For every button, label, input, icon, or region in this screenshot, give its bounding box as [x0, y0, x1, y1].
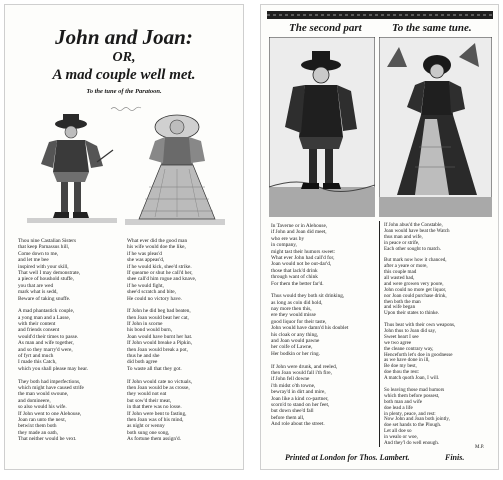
- ballad-title: John and Joan:: [55, 25, 193, 49]
- verse-line: then both the man: [384, 298, 421, 305]
- verse-line: and wife began: [384, 304, 416, 311]
- verse-line: Joan would not be out-dar'd,: [271, 261, 332, 268]
- verse-line: If John were drunk, and reeled,: [271, 363, 338, 370]
- verse-line: if John fell downe: [271, 376, 310, 383]
- ballad-title-or: OR,: [112, 50, 136, 65]
- part-heading: The second part: [289, 22, 362, 34]
- verse-line: He could no victory have.: [127, 295, 182, 302]
- verse-line: Sweet heart I see: [384, 333, 419, 340]
- verse-line: Thou nine Castalian Sisters: [18, 238, 77, 244]
- verse-line: if he was pleas'd: [127, 250, 162, 257]
- verse-line: and domineere,: [18, 397, 51, 404]
- left-stanza-column-2: [127, 238, 196, 443]
- verse-line: both sung one song,: [127, 429, 170, 436]
- verse-line: then Joan would beat her cat,: [127, 314, 189, 321]
- verse-line: If John abus'd the Constable,: [384, 222, 443, 228]
- right-stanza-column-1: [271, 223, 348, 428]
- woodcut-lady-illustration: [379, 37, 492, 217]
- verse-line: we two agree: [384, 339, 412, 346]
- tune-line: To the tune of the Paratoon.: [86, 88, 162, 95]
- verse-line: John would have damn'd his doublet: [271, 325, 349, 332]
- verse-line: Each other sought to match.: [384, 245, 442, 252]
- ballad-subtitle: A mad couple well met.: [52, 67, 196, 83]
- verse-line: If John he did beg bad beaten,: [127, 308, 191, 315]
- verse-line: If John in scorne: [127, 321, 163, 328]
- verse-line: which you shall please may hear.: [18, 365, 89, 372]
- verse-line: a piece of houshold stuffe,: [18, 276, 74, 283]
- verse-line: As man and wife together,: [18, 340, 74, 347]
- verse-line: Be doe my best,: [384, 363, 417, 370]
- right-stanza-column-2: [384, 223, 455, 447]
- verse-line: then Joan was of his mind,: [127, 416, 184, 423]
- verse-line: And role about the street.: [271, 421, 325, 428]
- verse-line: those that lack'd drink: [271, 267, 318, 274]
- verse-line: bewray'd in dirt and mire,: [271, 389, 326, 396]
- verse-line: John could no more get liquor,: [384, 286, 447, 293]
- verse-line: If John were bent to fasting,: [127, 410, 187, 417]
- verse-line: So leaving those mad humors: [384, 386, 445, 393]
- verse-line: the man would swoune,: [18, 391, 69, 398]
- verse-line: her coife of Lawne,: [271, 344, 313, 351]
- verse-line: Let all doe so: [384, 428, 412, 435]
- verse-line: I made this Catch,: [18, 359, 57, 366]
- right-broadside-page: [260, 4, 499, 470]
- verse-line: in company,: [271, 242, 297, 249]
- verse-line: through want of chink: [271, 274, 318, 281]
- verse-line: thus he and she: [127, 353, 160, 360]
- verse-line: and so they marry'd were,: [18, 346, 73, 353]
- verse-line: the cleane contrary way,: [384, 345, 434, 352]
- verse-line: and let me bee: [18, 257, 49, 264]
- verse-line: as we have done in ill,: [384, 357, 430, 364]
- printer-initials: M.P.: [475, 445, 485, 450]
- verse-line: but sow'd their meat,: [127, 397, 172, 404]
- verse-line: What ever did the good man: [127, 238, 188, 244]
- verse-line: In Taverne or in Alehouse,: [271, 223, 328, 229]
- verse-line: they made an oath,: [18, 429, 59, 436]
- verse-line: if John and Joan did meet,: [271, 229, 327, 236]
- verse-line: Joan would have burnt her hat.: [127, 333, 193, 340]
- verse-line: Beware of taking snuffe.: [18, 295, 71, 302]
- verse-line: after a yeare or more,: [384, 263, 428, 270]
- verse-line: if he would kick, shee'd strike.: [127, 263, 192, 270]
- verse-line: That neither would be vext.: [18, 436, 77, 443]
- verse-line: Thus would they both sit drinking,: [271, 293, 345, 300]
- verse-line: his bond would burn,: [127, 327, 173, 334]
- verse-line: John thus to Joan did say,: [384, 328, 437, 335]
- verse-line: They both had imperfections,: [18, 378, 81, 385]
- verse-line: in plenty, peace, and rest:: [384, 410, 436, 417]
- verse-line: which might have caused strife: [18, 384, 84, 391]
- verse-line: As fortune them assign'd.: [127, 436, 181, 443]
- verse-line: both man and wife: [384, 398, 423, 405]
- verse-line: scorn'd to stand on her feet,: [271, 401, 330, 408]
- verse-line: his cloak or any thing,: [271, 331, 319, 338]
- verse-line: in wealo or woe,: [384, 434, 418, 441]
- verse-line: before them all,: [271, 414, 305, 421]
- verse-line: you that are wed: [18, 282, 54, 289]
- verse-line: doe set hands to the Plough.: [384, 422, 442, 429]
- verse-line: Joan like a kind co-partner,: [271, 395, 329, 402]
- verse-line: shee'd scratch and bite,: [127, 289, 176, 296]
- woodcut-woman-illustration: [125, 107, 225, 227]
- column-divider: [379, 221, 380, 447]
- verse-line: If quearne or shut he call'd her,: [127, 269, 193, 276]
- verse-line: they would not eat: [127, 391, 167, 398]
- verse-line: What ever John had call'd for,: [271, 254, 335, 261]
- verse-line: But mark now how it chanced,: [384, 257, 447, 264]
- decorative-border-ornament: [267, 11, 493, 19]
- verse-line: shee call'd him rogue and knave,: [127, 276, 197, 283]
- verse-line: If John would breake a Pipkin,: [127, 340, 193, 347]
- verse-line: good liquor for their taste,: [271, 318, 327, 325]
- verse-line: in peace or strife,: [384, 239, 420, 246]
- verse-line: would'd their times to passe.: [18, 333, 79, 340]
- verse-line: Now John and Joan both jointly,: [384, 416, 450, 423]
- woodcut-gentleman-illustration: [269, 37, 375, 217]
- verse-line: of fyrt and much: [18, 353, 54, 360]
- verse-line: And they'l do well enough.: [384, 439, 440, 446]
- verse-line: so also would his wife.: [18, 404, 67, 411]
- verse-line: might tast their humors sweet:: [271, 248, 336, 255]
- verse-line: mark what is sedd,: [18, 289, 58, 296]
- verse-line: and friends consent: [18, 327, 60, 334]
- verse-line: thus man and wife,: [384, 233, 423, 240]
- verse-line: in that there was no losse.: [127, 404, 182, 411]
- verse-line: inspired with your skill,: [18, 263, 69, 270]
- verse-line: doe lead a life: [384, 404, 413, 411]
- verse-line: To waste all that they got.: [127, 365, 182, 372]
- verse-line: then Joan would fall i'th fire,: [271, 369, 332, 376]
- verse-line: betwixt them both: [18, 423, 57, 430]
- handwritten-note: [110, 98, 150, 104]
- verse-line: For them the better far'd.: [271, 280, 324, 287]
- verse-line: A mad phantastick couple,: [18, 308, 75, 315]
- verse-line: a yong man and a Lasse,: [18, 314, 71, 321]
- verse-line: which them before possest,: [384, 392, 440, 399]
- verse-line: did both agree: [127, 359, 158, 366]
- verse-line: and were growen very poore,: [384, 280, 444, 287]
- verse-line: nor Joan could purchase drink,: [384, 292, 447, 299]
- verse-line: doe thou the rest:: [384, 369, 420, 376]
- verse-line: as long as coin did hold,: [271, 299, 323, 306]
- verse-line: then Joan would be as crosse,: [127, 384, 190, 391]
- verse-line: this couple mad: [384, 269, 417, 276]
- verse-line: ere they would misse: [271, 312, 316, 319]
- verse-line: That well I may demonstrate,: [18, 269, 81, 276]
- verse-line: Upon their states to thinke.: [384, 310, 440, 317]
- verse-line: but down shee'd fall: [271, 408, 314, 415]
- verse-line: Thus beat with their own weapons,: [384, 322, 456, 329]
- verse-line: with their content: [18, 321, 56, 328]
- verse-line: all wasted had,: [384, 275, 415, 282]
- left-broadside-page: [4, 4, 244, 470]
- verse-line: A match quoth Joan, I will.: [384, 375, 440, 382]
- verse-line: she was appeas'd,: [127, 257, 165, 264]
- verse-line: then Joan would break a pot,: [127, 346, 188, 353]
- verse-line: that keep Parnassus hill,: [18, 244, 70, 251]
- verse-line: If John would cate no victuals,: [127, 378, 193, 385]
- woodcut-man-illustration: [27, 110, 117, 225]
- verse-line: if he would fight,: [127, 282, 164, 289]
- verse-line: Henceforth let's doe in goodnesse: [384, 351, 453, 358]
- verse-line: Joan would have beat the Watch: [384, 227, 450, 234]
- verse-line: If John went to one Alehouse,: [18, 410, 82, 417]
- printer-imprint: Printed at London for Thos. Lambert.: [285, 453, 410, 462]
- verse-line: Come down to me,: [18, 250, 59, 257]
- verse-line: who ere was by: [271, 235, 305, 242]
- verse-line: i'th midst o'th towne,: [271, 382, 316, 389]
- verse-line: as night or wenny: [127, 423, 165, 430]
- tune-heading: To the same tune.: [392, 22, 472, 34]
- verse-line: Joan ran unto the next,: [18, 416, 67, 423]
- left-stanza-column-1: [18, 238, 88, 443]
- finis-mark: Finis.: [445, 453, 465, 462]
- verse-line: and Joan would pawne: [271, 338, 320, 345]
- verse-line: his wife would doe the like,: [127, 244, 186, 251]
- verse-line: nay more then this,: [271, 306, 312, 313]
- verse-line: Her bodkin or her ring.: [271, 350, 320, 357]
